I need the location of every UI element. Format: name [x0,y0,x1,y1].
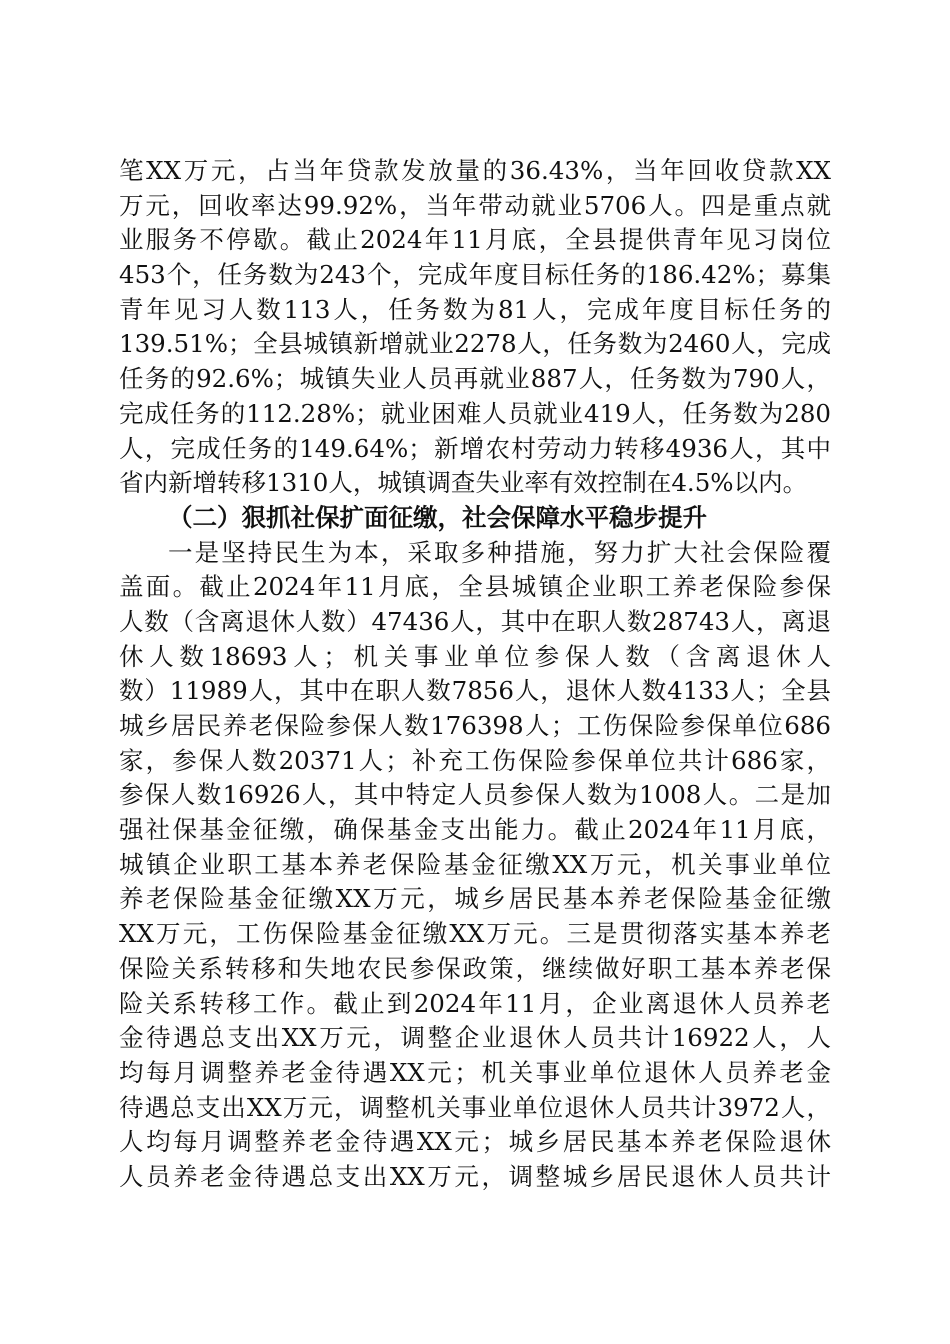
text-line: 任务的92.6%；城镇失业人员再就业887人，任务数为790人， [119,364,831,394]
text-line: 人，完成任务的149.64%；新增农村劳动力转移4936人，其中 [119,433,831,463]
text-line: 人员养老金待遇总支出XX万元，调整城乡居民退休人员共计 [119,1161,831,1191]
text-line: 完成任务的112.28%；就业困难人员就业419人，任务数为280 [119,398,831,428]
text-line: 城镇企业职工基本养老保险基金征缴XX万元，机关事业单位 [119,849,831,879]
text-line: 参保人数16926人，其中特定人员参保人数为1008人。二是加 [119,780,831,810]
text-line: 139.51%；全县城镇新增就业2278人，任务数为2460人，完成 [119,329,831,359]
text-line: 笔XX万元，占当年贷款发放量的36.43%，当年回收贷款XX [119,156,831,185]
text-line: 省内新增转移1310人，城镇调查失业率有效控制在4.5%以内。 [119,468,808,498]
text-line: 保险关系转移和失地农民参保政策，继续做好职工基本养老保 [119,953,831,983]
text-line: 青年见习人数113人，任务数为81人，完成年度目标任务的 [119,294,831,324]
text-line: 城乡居民养老保险参保人数176398人；工伤保险参保单位686 [119,711,831,740]
text-line: 家，参保人数20371人；补充工伤保险参保单位共计686家， [119,745,831,775]
text-line: 人数（含离退休人数）47436人，其中在职人数28743人，离退 [119,606,831,636]
text-line: 人均每月调整养老金待遇XX元；城乡居民基本养老保险退休 [119,1127,831,1157]
text-line: 金待遇总支出XX万元，调整企业退休人员共计16922人，人 [119,1023,831,1053]
text-line: 险关系转移工作。截止到2024年11月，企业离退休人员养老 [119,988,831,1018]
text-line: 待遇总支出XX万元，调整机关事业单位退休人员共计3972人， [119,1092,831,1122]
section-heading: （二）狠抓社保扩面征缴，社会保障水平稳步提升 [168,502,707,532]
body-text [119,154,831,1195]
text-line: 养老保险基金征缴XX万元，城乡居民基本养老保险基金征缴 [119,884,831,914]
text-line: 万元，回收率达99.92%，当年带动就业5706人。四是重点就 [119,190,831,220]
text-line: 均每月调整养老金待遇XX元；机关事业单位退休人员养老金 [119,1057,831,1087]
text-line: 业服务不停歇。截止2024年11月底，全县提供青年见习岗位 [119,225,831,255]
text-line: 盖面。截止2024年11月底，全县城镇企业职工养老保险参保 [119,572,831,602]
text-line: 453个，任务数为243个，完成年度目标任务的186.42%；募集 [119,260,831,290]
paragraph-first-line: 一是坚持民生为本，采取多种措施，努力扩大社会保险覆 [168,537,831,567]
text-line: 强社保基金征缴，确保基金支出能力。截止2024年11月底， [119,815,831,845]
text-line: XX万元，工伤保险基金征缴XX万元。三是贯彻落实基本养老 [119,919,831,949]
text-line: 休人数18693人；机关事业单位参保人数（含离退休人 [119,641,831,671]
text-line: 数）11989人，其中在职人数7856人，退休人数4133人；全县 [119,676,831,706]
